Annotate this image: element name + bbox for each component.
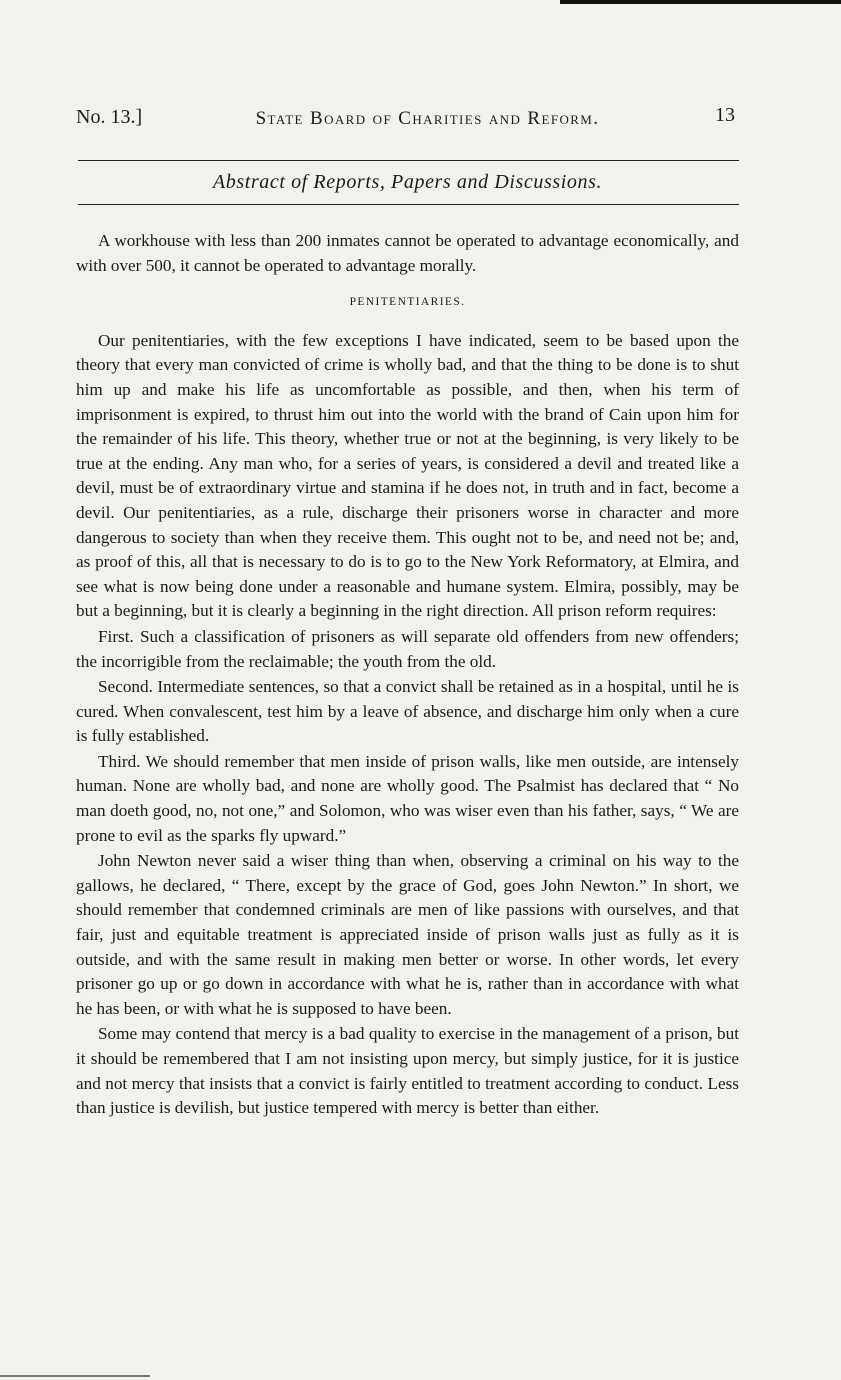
paragraph: John Newton never said a wiser thing than when, observing a criminal on his way to the gallows, he declared, “ There, except by the grace of God, goes John Newton.” In short, we should remember that condemned criminals are men of like passions with ourselves, and that fair, just and equitable treatment is appreciated inside of prison walls just as fully as it is outside, and with the same result in making men better or worse. In other words, let every prisoner go up or go down in accordance with what he is, rather than in accordance with what he has been, or with what he is supposed to have been.: [76, 851, 739, 1018]
paragraph: First. Such a classification of prisoners as will separate old offenders from new offenders; the incorrigible from the reclaimable; the youth from the old.: [76, 626, 739, 671]
document-page: [76, 100, 739, 1121]
section-rule: [78, 204, 739, 205]
paragraph: Third. We should remember that men inside of prison walls, like men outside, are intensely human. None are wholly bad, and none are wholly good. The Psalmist has declared that “ No man doeth good, no, not one,” and Solomon, who was wiser even than his father, says, “ We are prone to evil as the sparks fly upward.”: [76, 751, 739, 845]
section-title: Abstract of Reports, Papers and Discussions.: [212, 171, 603, 193]
paragraph: Second. Intermediate sentences, so that a convict shall be retained as in a hospital, until he is cured. When convalescent, test him by a leave of absence, and discharge him only when a cure is fully established.: [76, 677, 739, 746]
running-header: [76, 100, 739, 134]
header-rule: [78, 160, 739, 161]
paragraph: Our penitentiaries, with the few exceptions I have indicated, seem to be based upon the theory that every man convicted of crime is wholly bad, and that the thing to be done is to shut him up and make his life as uncomfortable as possible, and then, when his term of imprisonment is expired, to thrust him out into the world with the brand of Cain upon him for the remainder of his life. This theory, whether true or not at the beginning, is very likely to be true at the ending. Any man who, for a series of years, is considered a devil and treated like a devil, must be of extraordinary virtue and stamina if he does not, in truth and in fact, become a devil. Our penitentiaries, as a rule, discharge their prisoners worse in character and more dangerous to society than when they receive them. This ought not to be, and need not be; and, as proof of this, all that is necessary to do is to go to the New York Reformatory, at Elmira, and see what is now being done under a reasonable and humane system. Elmira, possibly, may be but a beginning, but it is clearly a beginning in the right direction. All prison reform requires:: [76, 330, 739, 621]
paragraph: A workhouse with less than 200 inmates cannot be operated to advantage economically, and with over 500, it cannot be operated to advantage morally.: [76, 231, 739, 275]
scan-edge-bottom: [0, 1375, 150, 1377]
scan-edge-top: [560, 0, 841, 4]
running-title: State Board of Charities and Reform.: [255, 108, 600, 129]
page-number: 13: [715, 104, 735, 126]
subheading-penitentiaries: PENITENTIARIES.: [349, 296, 466, 309]
paragraph: Some may contend that mercy is a bad quality to exercise in the management of a prison, but it should be remembered that I am not insisting upon mercy, but simply justice, for it is justice and not mercy that insists that a convict is fairly entitled to treatment according to conduct. Less than justice is devilish, but justice tempered with mercy is better than either.: [76, 1024, 739, 1118]
body-text: [76, 229, 739, 1121]
document-number: No. 13.]: [76, 106, 143, 128]
